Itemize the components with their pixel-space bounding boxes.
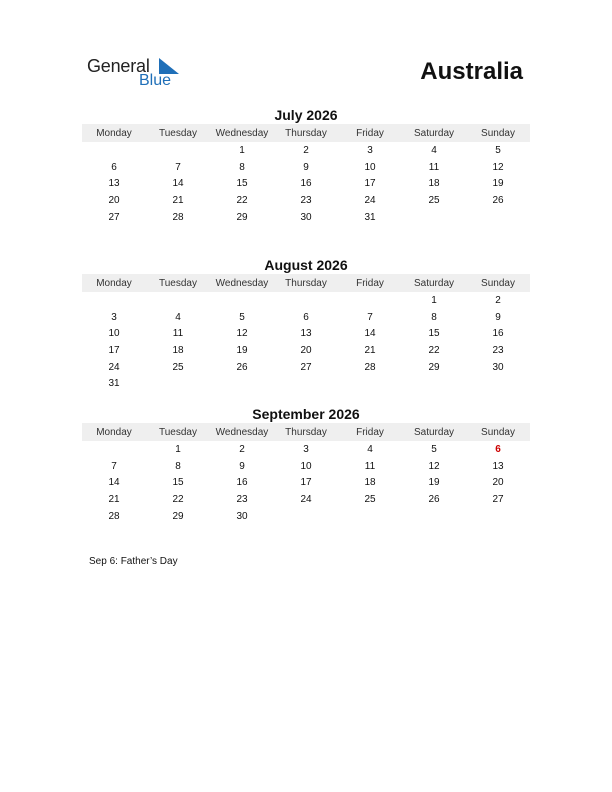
day-cell: 25 [172, 361, 184, 373]
weekday-label: Friday [356, 426, 384, 438]
day-cell: 4 [431, 144, 437, 156]
day-cell: 3 [367, 144, 373, 156]
day-cell: 22 [428, 344, 440, 356]
month-title: July 2026 [274, 107, 338, 123]
day-cell: 3 [303, 443, 309, 455]
weekday-label: Saturday [413, 277, 455, 289]
day-cell: 4 [367, 443, 373, 455]
day-cell: 1 [239, 144, 245, 156]
day-cell: 18 [428, 178, 440, 190]
day-cell: 31 [364, 211, 376, 223]
day-cell: 1 [175, 443, 181, 455]
day-cell: 20 [300, 344, 312, 356]
day-cell: 29 [428, 361, 440, 373]
day-cell: 15 [236, 178, 248, 190]
day-cell: 31 [108, 378, 120, 390]
week-row [82, 441, 530, 458]
day-cell: 9 [239, 460, 245, 472]
weekday-label: Friday [356, 127, 384, 139]
day-cell: 2 [303, 144, 309, 156]
weekday-label: Monday [96, 277, 132, 289]
day-cell: 17 [108, 344, 120, 356]
day-cell: 24 [300, 493, 312, 505]
day-cell: 13 [300, 328, 312, 340]
week-row [82, 292, 530, 309]
day-cell: 2 [239, 443, 245, 455]
weekday-label: Tuesday [159, 426, 197, 438]
day-cell: 6 [111, 161, 117, 173]
day-cell: 10 [364, 161, 376, 173]
weekday-label: Tuesday [159, 127, 197, 139]
week-row [82, 175, 530, 192]
weekday-label: Wednesday [215, 426, 269, 438]
day-cell: 30 [300, 211, 312, 223]
weekday-label: Wednesday [215, 127, 269, 139]
week-row [82, 159, 530, 176]
weekday-label: Sunday [481, 127, 515, 139]
day-cell: 23 [236, 493, 248, 505]
day-cell: 24 [364, 194, 376, 206]
day-cell: 9 [495, 311, 501, 323]
day-cell: 21 [108, 493, 120, 505]
day-cell: 26 [492, 194, 504, 206]
day-cell: 15 [428, 328, 440, 340]
day-cell: 20 [492, 477, 504, 489]
day-cell: 27 [108, 211, 120, 223]
week-row [82, 325, 530, 342]
day-cell: 16 [236, 477, 248, 489]
month-september [82, 405, 530, 524]
weekday-header [82, 274, 530, 292]
day-cell: 14 [364, 328, 376, 340]
day-cell: 13 [108, 178, 120, 190]
weekday-header [82, 124, 530, 142]
weekday-label: Friday [356, 277, 384, 289]
day-cell: 22 [172, 493, 184, 505]
day-cell: 19 [492, 178, 504, 190]
day-cell: 26 [236, 361, 248, 373]
day-cell: 29 [236, 211, 248, 223]
day-cell: 28 [364, 361, 376, 373]
day-cell: 13 [492, 460, 504, 472]
day-cell: 24 [108, 361, 120, 373]
week-row [82, 491, 530, 508]
day-cell: 11 [428, 161, 440, 173]
day-cell: 3 [111, 311, 117, 323]
day-cell: 27 [300, 361, 312, 373]
weekday-header [82, 423, 530, 441]
day-cell: 8 [239, 161, 245, 173]
day-cell: 5 [495, 144, 501, 156]
weekday-label: Monday [96, 426, 132, 438]
day-cell: 18 [172, 344, 184, 356]
day-cell: 29 [172, 510, 184, 522]
weekday-label: Thursday [285, 277, 327, 289]
day-cell: 5 [239, 311, 245, 323]
week-row [82, 375, 530, 392]
day-cell: 12 [428, 460, 440, 472]
weekday-label: Tuesday [159, 277, 197, 289]
day-cell: 21 [172, 194, 184, 206]
day-cell: 10 [300, 460, 312, 472]
weekday-label: Sunday [481, 426, 515, 438]
week-row [82, 342, 530, 359]
day-cell: 18 [364, 477, 376, 489]
day-cell: 20 [108, 194, 120, 206]
day-cell: 11 [172, 328, 184, 340]
day-cell: 12 [236, 328, 248, 340]
week-row [82, 142, 530, 159]
weekday-label: Monday [96, 127, 132, 139]
day-cell: 4 [175, 311, 181, 323]
month-title: August 2026 [264, 257, 348, 273]
week-row [82, 508, 530, 525]
day-cell: 15 [172, 477, 184, 489]
day-cell: 16 [492, 328, 504, 340]
day-cell-holiday: 6 [495, 443, 501, 455]
day-cell: 16 [300, 178, 312, 190]
weekday-label: Sunday [481, 277, 515, 289]
day-cell: 28 [172, 211, 184, 223]
logo-text-general: General [87, 56, 150, 76]
day-cell: 8 [431, 311, 437, 323]
day-cell: 14 [108, 477, 120, 489]
week-row [82, 192, 530, 209]
day-cell: 8 [175, 460, 181, 472]
day-cell: 11 [364, 460, 376, 472]
day-cell: 12 [492, 161, 504, 173]
brand-logo [87, 56, 197, 92]
weekday-label: Saturday [413, 127, 455, 139]
week-row [82, 474, 530, 491]
week-row [82, 359, 530, 376]
day-cell: 1 [431, 294, 437, 306]
day-cell: 7 [367, 311, 373, 323]
day-cell: 23 [300, 194, 312, 206]
day-cell: 10 [108, 328, 120, 340]
weekday-label: Wednesday [215, 277, 269, 289]
day-cell: 23 [492, 344, 504, 356]
weekday-label: Saturday [413, 426, 455, 438]
day-cell: 7 [175, 161, 181, 173]
weekday-label: Thursday [285, 426, 327, 438]
logo-text-blue: Blue [139, 72, 172, 89]
day-cell: 27 [492, 493, 504, 505]
month-august [82, 256, 530, 392]
month-weeks [82, 441, 530, 524]
month-weeks [82, 292, 530, 392]
day-cell: 25 [364, 493, 376, 505]
day-cell: 28 [108, 510, 120, 522]
country-title: Australia [420, 58, 523, 85]
day-cell: 17 [364, 178, 376, 190]
day-cell: 26 [428, 493, 440, 505]
day-cell: 19 [236, 344, 248, 356]
day-cell: 30 [236, 510, 248, 522]
weekday-label: Thursday [285, 127, 327, 139]
day-cell: 6 [303, 311, 309, 323]
day-cell: 19 [428, 477, 440, 489]
day-cell: 25 [428, 194, 440, 206]
week-row [82, 458, 530, 475]
day-cell: 17 [300, 477, 312, 489]
day-cell: 30 [492, 361, 504, 373]
day-cell: 22 [236, 194, 248, 206]
day-cell: 21 [364, 344, 376, 356]
week-row [82, 309, 530, 326]
week-row [82, 209, 530, 226]
day-cell: 5 [431, 443, 437, 455]
day-cell: 7 [111, 460, 117, 472]
day-cell: 9 [303, 161, 309, 173]
month-title: September 2026 [252, 406, 360, 422]
month-weeks [82, 142, 530, 225]
holiday-note: Sep 6: Father’s Day [89, 556, 178, 567]
day-cell: 14 [172, 178, 184, 190]
month-july [82, 106, 530, 225]
day-cell: 2 [495, 294, 501, 306]
